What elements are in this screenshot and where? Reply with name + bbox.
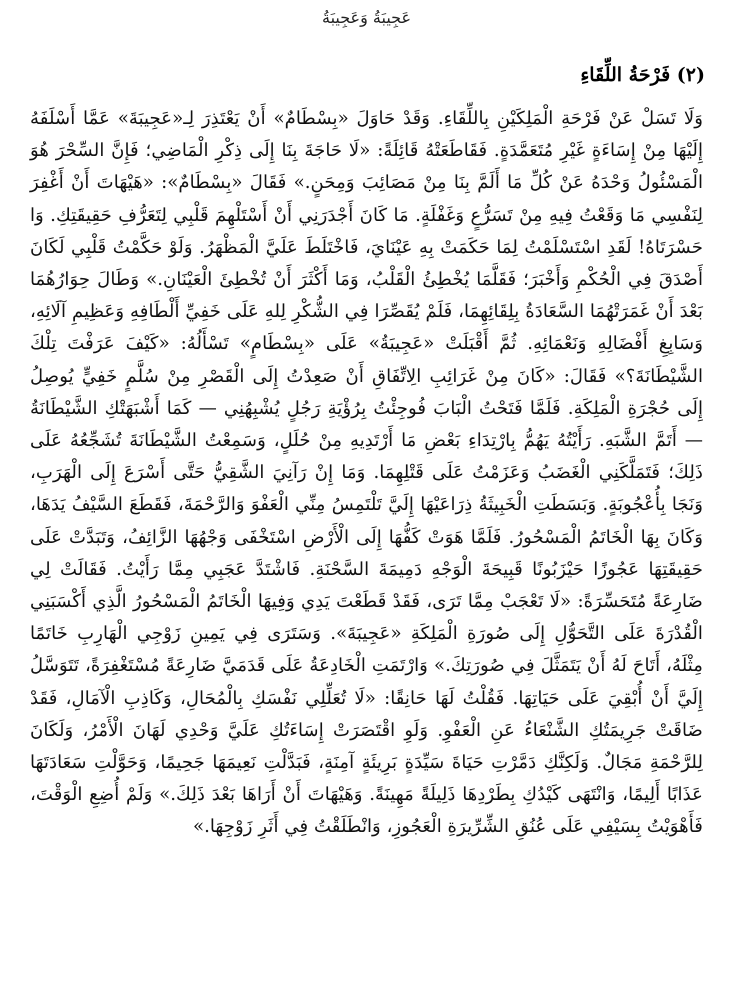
running-header: عَجِيبَةُ وَعَجِيبَةُ: [321, 8, 412, 27]
body-paragraph: وَلَا تَسَلْ عَنْ فَرْحَةِ الْمَلِكَيْنِ بِاللِّقَاءِ. وَقَدْ حَاوَلَ «بِسْطَامٌ» أَنْ يَعْتَذِرَ لِـ«عَجِيبَةَ» عَمَّا أَسْلَفَهُ إِلَيْهَا مِنْ إِسَاءَةٍ غَيْرِ مُتَعَمَّدَةٍ. فَقَاطَعَتْهُ قَائِلَةً: «لَا حَاجَةَ بِنَا إِلَى ذِكْرِ الْمَاضِي؛ فَإِنَّ السِّحْرَ هُوَ الْمَسْئُولُ وَحْدَهُ عَنْ كُلِّ مَا أَلَمَّ بِنَا مِنْ مَصَائِبَ وَمِحَنٍ.» فَقَالَ «بِسْطَامٌ»: «هَيْهَاتَ أَنْ أَغْفِرَ لِنَفْسِي مَا وَقَعْتُ فِيهِ مِنْ تَسَرُّعٍ وَغَفْلَةٍ. مَا كَانَ أَجْدَرَنِي أَنْ أَسْتَلْهِمَ قَلْبِي لِتَعَرُّفِ حَقِيقَتِكِ. وَا حَسْرَتَاهُ! لَقَدِ اسْتَسْلَمْتُ لِمَا حَكَمَتْ بِهِ عَيْنَايَ، فَاخْتَلَطَ عَلَيَّ الْمَظْهَرُ. وَلَوْ حَكَّمْتُ قَلْبِي لَكَانَ أَصْدَقَ فِي الْحُكْمِ وَأَخْبَرَ؛ فَقَلَّمَا يُخْطِئُ الْقَلْبُ، وَمَا أَكْثَرَ أَنْ تُخْطِئَ الْعَيْنَانِ.» وَطَالَ حِوَارُهُمَا بَعْدَ أَنْ غَمَرَتْهُمَا السَّعَادَةُ بِلِقَائِهِمَا، فَلَمْ يُقَصِّرَا فِي الشُّكْرِ لِلهِ عَلَى خَفِيِّ أَلْطَافِهِ وَعَظِيمِ آلَائِهِ، وَسَابِغِ أَفْضَالِهِ وَنَعْمَائِهِ. ثُمَّ أَقْبَلَتْ «عَجِيبَةُ» عَلَى «بِسْطَامٍ» تَسْأَلُهُ: «كَيْفَ عَرَفْتَ تِلْكَ الشَّيْطَانَةَ؟» فَقَالَ: «كَانَ مِنْ غَرَائِبِ الِاتِّفَاقِ أَنْ صَعِدْتُ إِلَى الْقَصْرِ مِنْ سُلَّمٍ خَفِيٍّ يُوصِلُ إِلَى حُجْرَةِ الْمَلِكَةِ. فَلَمَّا فَتَحْتُ الْبَابَ فُوجِئْتُ بِرُؤْيَةِ رَجُلٍ يُشْبِهُنِي — كَمَا أَشْبَهَتْكِ الشَّيْطَانَةُ — أَتَمَّ الشَّبَهِ. رَأَيْتُهُ يَهُمُّ بِارْتِدَاءِ بَعْضِ مَا أَرْتَدِيهِ مِنْ حُلَلٍ، وَسَمِعْتُ الشَّيْطَانَةَ تُشَجِّعُهُ عَلَى ذَلِكَ؛ فَتَمَلَّكَنِي الْغَضَبُ وَعَزَمْتُ عَلَى قَتْلِهِمَا. وَمَا إِنْ رَآنِيَ الشَّقِيُّ حَتَّى أَسْرَعَ إِلَى الْهَرَبِ، وَنَجَا بِأُعْجُوبَةٍ. وَبَسَطَتِ الْخَبِيثَةُ ذِرَاعَيْهَا إِلَيَّ تَلْتَمِسُ مِنِّي الْعَفْوَ وَالرَّحْمَةَ، فَقَطَعَ السَّيْفُ يَدَهَا، وَكَانَ بِهَا الْخَاتَمُ الْمَسْحُورُ. فَلَمَّا هَوَتْ كَفُّهَا إِلَى الْأَرْضِ اسْتَخْفَى وَجْهُهَا الزَّائِفُ، وَتَبَدَّتْ عَلَى حَقِيقَتِهَا عَجُوزًا حَيْزَبُونًا قَبِيحَةَ الْوَجْهِ دَمِيمَةَ السَّحْنَةِ. فَاشْتَدَّ عَجَبِي مِمَّا رَأَيْتُ. فَقَالَتْ لِي ضَارِعَةً مُتَحَسِّرَةً: «لَا تَعْجَبْ مِمَّا تَرَى، فَقَدْ قَطَعْتَ يَدِي وَفِيهَا الْخَاتَمُ الْمَسْحُورُ الَّذِي أَكْسَبَنِي الْقُدْرَةَ عَلَى التَّحَوُّلِ إِلَى صُورَةِ الْمَلِكَةِ «عَجِيبَةَ». وَسَتَرَى فِي يَمِينِ زَوْجِي الْهَارِبِ خَاتَمًا مِثْلَهُ، أَتَاحَ لَهُ أَنْ يَتَمَثَّلَ فِي صُورَتِكَ.» وَارْتَمَتِ الْخَادِعَةُ عَلَى قَدَمَيَّ ضَارِعَةً مُسْتَغْفِرَةً، تَتَوَسَّلُ إِلَيَّ أَنْ أُبْقِيَ عَلَى حَيَاتِهَا. فَقُلْتُ لَهَا حَانِقًا: «لَا تُعَلِّلِي نَفْسَكِ بِالْمُحَالِ، وَكَاذِبِ الْآمَالِ، فَقَدْ ضَاقَتْ جَرِيمَتُكِ الشَّنْعَاءُ عَنِ الْعَفْوِ. وَلَوِ اقْتَصَرَتْ إِسَاءَتُكِ عَلَيَّ وَحْدِي لَهَانَ الْأَمْرُ، وَلَكَانَ لِلرَّحْمَةِ مَجَالٌ. وَلَكِنَّكِ دَمَّرْتِ حَيَاةَ سَيِّدَةٍ بَرِيئَةٍ آمِنَةٍ، فَبَدَّلْتِ نَعِيمَهَا جَحِيمًا، وَحَوَّلْتِ سَعَادَتَهَا عَذَابًا أَلِيمًا، وَانْتَهَى كَيْدُكِ بِطَرْدِهَا ذَلِيلَةً مَهِينَةً. وَهَيْهَاتَ أَنْ أَرَاهَا بَعْدَ ذَلِكَ.» وَلَمْ أُضِعِ الْوَقْتَ، فَأَهْوَيْتُ بِسَيْفِي عَلَى عُنُقِ الشِّرِّيرَةِ الْعَجُوزِ، وَانْطَلَقْتُ فِي أَثَرِ زَوْجِهَا.»: [30, 108, 703, 838]
chapter-body: [30, 103, 703, 844]
chapter-title: (٢) فَرْحَةُ اللِّقَاءِ: [580, 64, 705, 86]
